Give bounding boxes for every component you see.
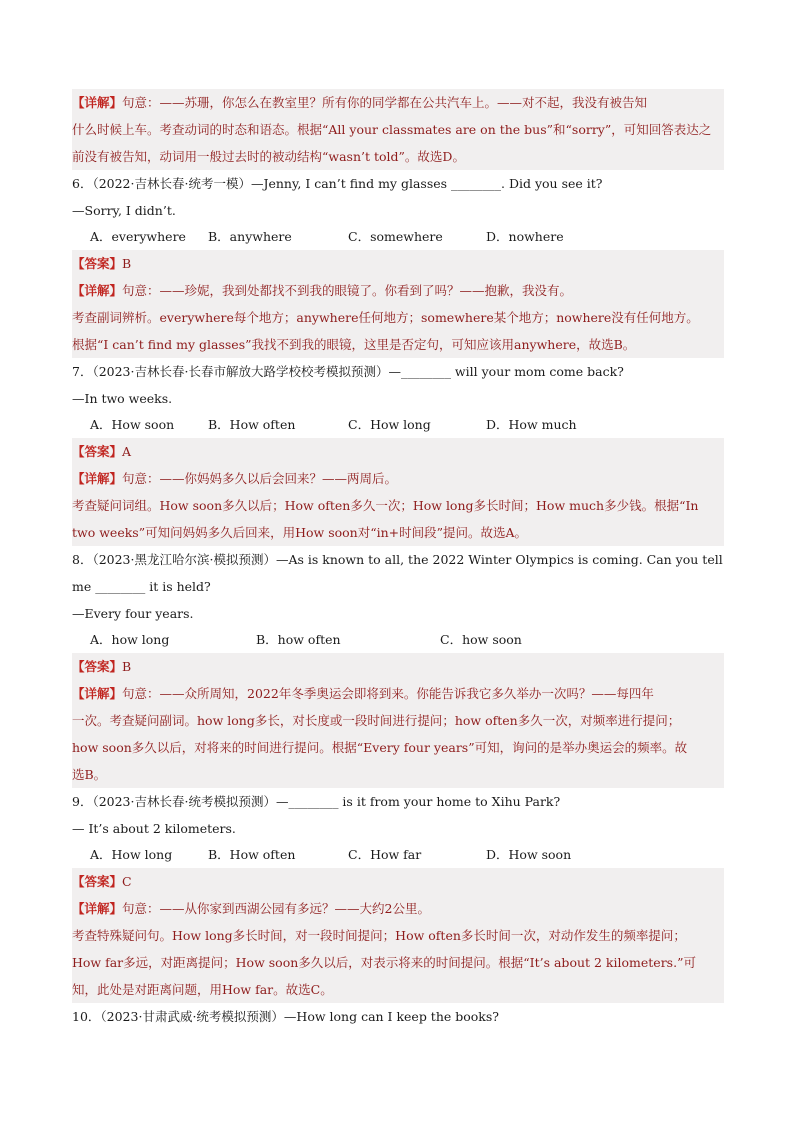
q8-stem: me ________ it is held? <box>72 579 211 594</box>
q5-detail-line: 什么时候上车。考查动词的时态和语态。根据“All your classmates are on the bus”和“sorry”，可知回答表达之 <box>72 116 724 143</box>
q9-option-c: C．How far <box>348 847 422 862</box>
q6-option-c: C．somewhere <box>348 229 443 244</box>
q6-reply: —Sorry, I didn’t. <box>72 203 176 218</box>
q6-option-d: D．nowhere <box>486 229 564 244</box>
q7-reply: —In two weeks. <box>72 391 173 406</box>
worksheet-page <box>72 89 724 1030</box>
q7-answer: 【答案】A <box>72 438 724 465</box>
q8-detail-line: 【详解】句意：——众所周知，2022年冬季奥运会即将到来。你能告诉我它多久举办一次吗？——每四年 <box>72 680 724 707</box>
question-6 <box>72 170 724 358</box>
q8-answer: 【答案】B <box>72 653 724 680</box>
q7-options <box>72 412 724 438</box>
q7-option-a: A．How soon <box>90 417 175 432</box>
q9-detail-line: 知，此处是对距离问题，用How far。故选C。 <box>72 976 724 1003</box>
q9-options <box>72 842 724 868</box>
q7-option-c: C．How long <box>348 417 431 432</box>
question-7 <box>72 358 724 546</box>
q7-stem: 7．（2023·吉林长春·长春市解放大路学校校考模拟预测）—________ will your mom come back? <box>72 364 624 379</box>
q8-option-a: A．how long <box>90 632 170 647</box>
question-9 <box>72 788 724 1003</box>
q8-option-c: C．how soon <box>440 632 522 647</box>
question-8 <box>72 546 724 788</box>
q9-answer: 【答案】C <box>72 868 724 895</box>
q6-options <box>72 224 724 250</box>
q9-detail-line: How far多远，对距离提问；How soon多久以后，对表示将来的时间提问。根据“It’s about 2 kilometers.”可 <box>72 949 724 976</box>
q5-detail-line: 前没有被告知，动词用一般过去时的被动结构“wasn’t told”。故选D。 <box>72 143 724 170</box>
q8-stem: 8．（2023·黑龙江哈尔滨·模拟预测）—As is known to all, the 2022 Winter Olympics is coming. Can you tell <box>72 552 723 567</box>
q6-detail-line: 根据“I can’t find my glasses”我找不到我的眼镜，这里是否定句，可知应该用anywhere，故选B。 <box>72 331 724 358</box>
q6-option-a: A．everywhere <box>90 229 186 244</box>
q6-detail-line: 【详解】句意：——珍妮，我到处都找不到我的眼镜了。你看到了吗？——抱歉，我没有。 <box>72 277 724 304</box>
q9-detail-line: 【详解】句意：——从你家到西湖公园有多远？——大约2公里。 <box>72 895 724 922</box>
q9-option-a: A．How long <box>90 847 173 862</box>
q8-detail-line: 选B。 <box>72 761 724 788</box>
q8-option-b: B．how often <box>256 632 341 647</box>
q7-detail-line: two weeks”可知问妈妈多久后回来，用How soon对“in+时间段”提问。故选A。 <box>72 519 724 546</box>
q9-option-b: B．How often <box>208 847 296 862</box>
question-10 <box>72 1003 724 1030</box>
q9-option-d: D．How soon <box>486 847 572 862</box>
q9-reply: — It’s about 2 kilometers. <box>72 821 236 836</box>
q7-detail-line: 【详解】句意：——你妈妈多久以后会回来？——两周后。 <box>72 465 724 492</box>
q8-detail-line: how soon多久以后，对将来的时间进行提问。根据“Every four years”可知，询问的是举办奥运会的频率。故 <box>72 734 724 761</box>
q6-answer: 【答案】B <box>72 250 724 277</box>
q8-reply: —Every four years. <box>72 606 194 621</box>
q10-stem: 10．（2023·甘肃武威·统考模拟预测）—How long can I keep the books? <box>72 1009 499 1024</box>
q7-option-b: B．How often <box>208 417 296 432</box>
q8-options <box>72 627 724 653</box>
q5-detail-line: 【详解】句意：——苏珊，你怎么在教室里？所有你的同学都在公共汽车上。——对不起，我没有被告知 <box>72 89 724 116</box>
q5-explanation-block <box>72 89 724 170</box>
q7-option-d: D．How much <box>486 417 577 432</box>
q6-detail-line: 考查副词辨析。everywhere每个地方；anywhere任何地方；somewhere某个地方；nowhere没有任何地方。 <box>72 304 724 331</box>
q7-detail-line: 考查疑问词组。How soon多久以后；How often多久一次；How long多长时间；How much多少钱。根据“In <box>72 492 724 519</box>
q6-option-b: B．anywhere <box>208 229 292 244</box>
q8-detail-line: 一次。考查疑问副词。how long多长，对长度或一段时间进行提问；how often多久一次，对频率进行提问； <box>72 707 724 734</box>
q9-stem: 9．（2023·吉林长春·统考模拟预测）—________ is it from your home to Xihu Park? <box>72 794 561 809</box>
q6-stem: 6．（2022·吉林长春·统考一模）—Jenny, I can’t find my glasses ________. Did you see it? <box>72 176 603 191</box>
q9-detail-line: 考查特殊疑问句。How long多长时间，对一段时间提问；How often多长时间一次，对动作发生的频率提问； <box>72 922 724 949</box>
detail-tag: 【详解】 <box>72 95 123 110</box>
